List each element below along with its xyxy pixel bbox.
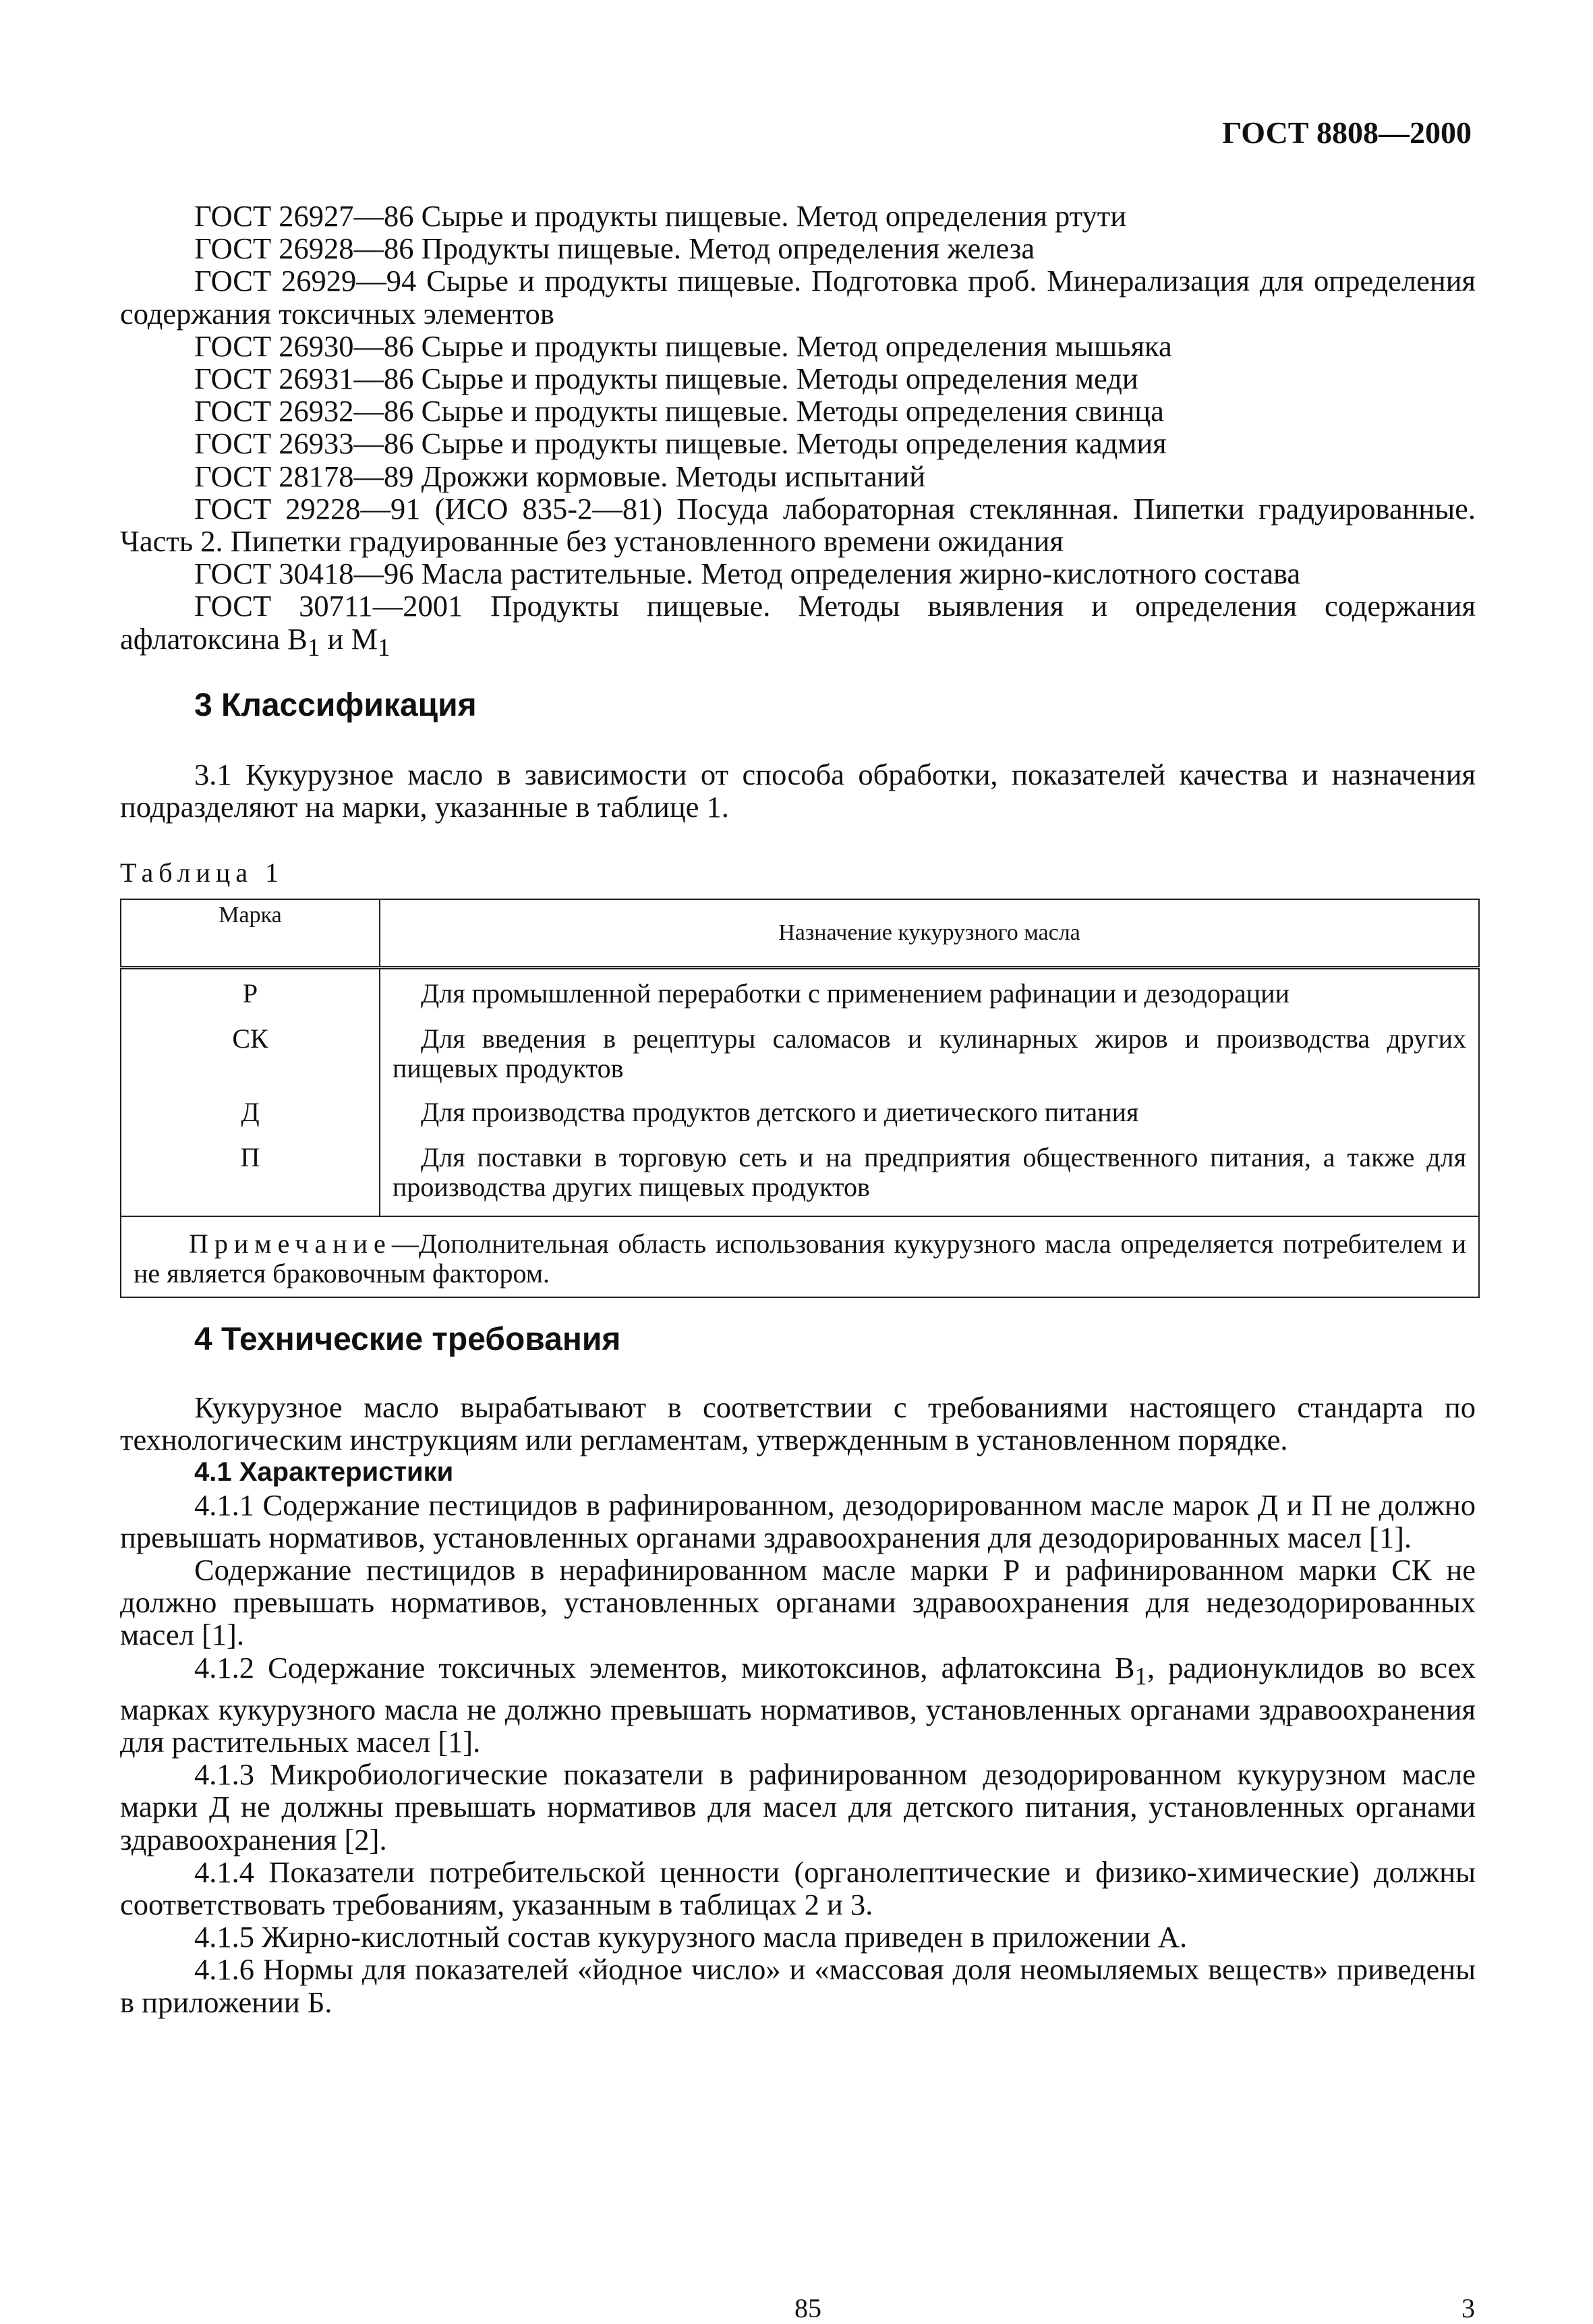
section-3-heading: 3 Классификация [194,687,477,723]
column-header-mark: Марка [121,899,380,968]
cell-purpose: Для поставки в торговую сеть и на предприятия общественного питания, а также для производства других пищевых продуктов [380,1137,1479,1216]
reference-item: ГОСТ 26931—86 Сырье и продукты пищевые. Методы определения меди [194,362,1138,396]
reference-item: ГОСТ 26932—86 Сырье и продукты пищевые. Методы определения свинца [194,394,1164,428]
section-4-body [120,1391,1476,2018]
table-row [121,1019,1479,1092]
reference-item: ГОСТ 26927—86 Сырье и продукты пищевые. Метод определения ртути [194,199,1127,233]
note-text: —Дополнительная область использования кукурузного масла определяется потребителем и не является браковочным фактором. [134,1228,1466,1288]
table-1-caption: Таблица 1 [120,857,285,888]
reference-item: ГОСТ 26930—86 Сырье и продукты пищевые. Метод определения мышьяка [194,329,1172,363]
cell-mark: СК [121,1019,380,1092]
reference-item: ГОСТ 26929—94 Сырье и продукты пищевые. Подготовка проб. Минерализация для определения содержания токсичных элементов [120,264,1476,331]
table-note [121,1216,1479,1297]
column-header-purpose: Назначение кукурузного масла [380,899,1479,968]
table-note-row [121,1216,1479,1297]
paragraph-4-1-1: 4.1.1 Содержание пестицидов в рафинированном, дезодорированном масле марок Д и П не должно превышать нормативов, установленных органами здравоохранения для дезодорированных масел [1]. [120,1487,1476,1554]
section-4-intro: Кукурузное масло вырабатывают в соответствии с требованиями настоящего стандарта по технологическим инструкциям или регламентам, утвержденным в установленном порядке. [120,1390,1476,1457]
cell-purpose: Для производства продуктов детского и диетического питания [380,1092,1479,1137]
paragraph-4-1-6: 4.1.6 Нормы для показателей «йодное число» и «массовая доля неомыляемых веществ» приведены в приложении Б. [120,1952,1476,2019]
subsection-4-1-heading: 4.1 Характеристики [194,1457,454,1487]
table-row [121,1092,1479,1137]
paragraph-4-1-2: 4.1.2 Содержание токсичных элементов, микотоксинов, афлатоксина $B_1$, радионуклидов во всех марках кукурузного масла не должно превышать нормативов, установленных органами здравоохранения для растительных масел [1]. [120,1650,1476,1759]
paragraph-4-1-1b: Содержание пестицидов в нерафинированном масле марки Р и рафинированном марки СК не должно превышать нормативов, установленных органами здравоохранения для недезодорированных масел [1]. [120,1553,1476,1652]
paragraph-4-1-5: 4.1.5 Жирно-кислотный состав кукурузного масла приведен в приложении А. [194,1920,1188,1954]
paragraph-4-1-3: 4.1.3 Микробиологические показатели в рафинированном дезодорированном кукурузном масле марки Д не должны превышать нормативов для масел для детского питания, установленных органами здравоохранения [2]. [120,1757,1476,1857]
reference-item: ГОСТ 30418—96 Масла растительные. Метод определения жирно-кислотного состава [194,557,1301,591]
section-4-heading: 4 Технические требования [194,1322,621,1357]
doc-header: ГОСТ 8808—2000 [1222,115,1472,150]
references-list [120,200,1476,664]
page-number-center: 85 [794,2293,821,2323]
cell-mark: Р [121,968,380,1019]
table-header-row [121,899,1479,968]
table-1 [120,899,1480,1298]
table-row [121,968,1479,1019]
paragraph-3-1: 3.1 Кукурузное масло в зависимости от способа обработки, показателей качества и назначения подразделяют на марки, указанные в таблице 1. [120,758,1476,824]
cell-purpose: Для промышленной переработки с применением рафинации и дезодорации [380,968,1479,1019]
reference-item: ГОСТ 30711—2001 Продукты пищевые. Методы выявления и определения содержания афлатоксина $B_1$ и $M_1$ [120,589,1476,662]
cell-mark: Д [121,1092,380,1137]
reference-item: ГОСТ 26928—86 Продукты пищевые. Метод определения железа [194,231,1035,266]
page-number-right: 3 [1461,2293,1475,2323]
reference-item: ГОСТ 26933—86 Сырье и продукты пищевые. Методы определения кадмия [194,426,1167,461]
reference-item: ГОСТ 29228—91 (ИСО 835-2—81) Посуда лабораторная стеклянная. Пипетки градуированные. Часть 2. Пипетки градуированные без установленного времени ожидания [120,491,1476,559]
section-3-paragraph [120,758,1476,823]
note-label: Примечание [189,1228,392,1259]
reference-item: ГОСТ 28178—89 Дрожжи кормовые. Методы испытаний [194,459,926,493]
cell-purpose: Для введения в рецептуры саломасов и кулинарных жиров и производства других пищевых продуктов [380,1019,1479,1092]
table-row [121,1137,1479,1216]
paragraph-4-1-4: 4.1.4 Показатели потребительской ценности (органолептические и физико-химические) должны соответствовать требованиям, указанным в таблицах 2 и 3. [120,1854,1476,1921]
cell-mark: П [121,1137,380,1216]
